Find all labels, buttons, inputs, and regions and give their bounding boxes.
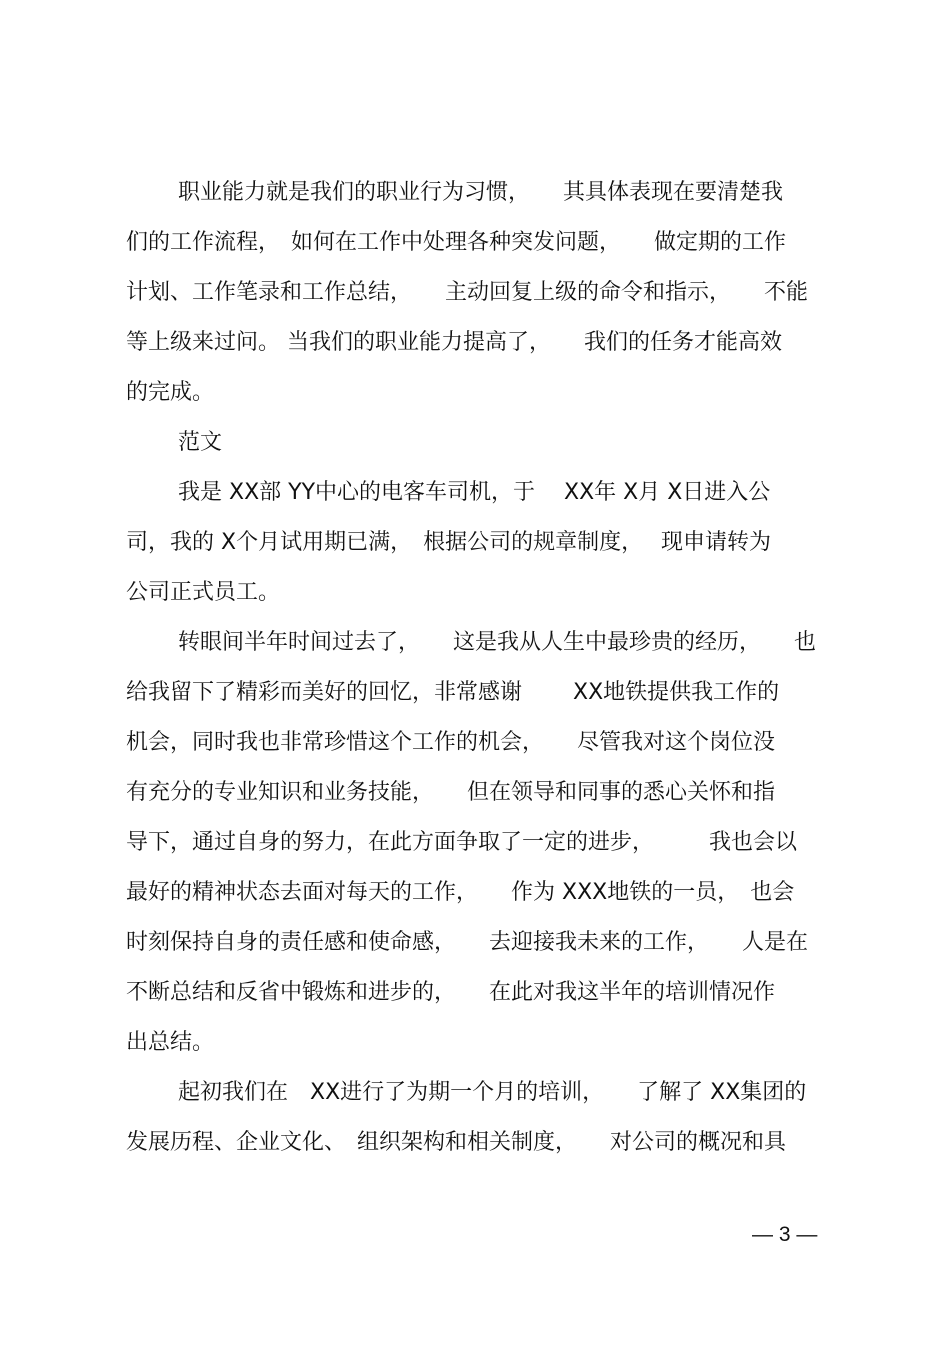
- page-number: — 3 —: [752, 1223, 818, 1246]
- body-text-line: 导下，通过自身的努力，在此方面争取了一定的进步， 我也会以: [126, 830, 798, 855]
- body-text-line: 司，我的 X个月试用期已满， 根据公司的规章制度， 现申请转为: [126, 530, 772, 555]
- body-text-line: 有充分的专业知识和业务技能， 但在领导和同事的悉心关怀和指: [126, 780, 776, 805]
- body-text-line: 职业能力就是我们的职业行为习惯， 其具体表现在要清楚我: [178, 180, 784, 205]
- body-text-line: 最好的精神状态去面对每天的工作， 作为 XXX地铁的一员， 也会: [126, 880, 795, 905]
- body-text-line: 等上级来过问。 当我们的职业能力提高了， 我们的任务才能高效: [126, 330, 782, 355]
- section-heading: 范文: [178, 430, 223, 455]
- body-text-line: 发展历程、企业文化、 组织架构和相关制度， 对公司的概况和具: [126, 1130, 787, 1155]
- body-text-line: 起初我们在 XX进行了为期一个月的培训， 了解了 XX集团的: [178, 1080, 807, 1105]
- body-text-line: 计划、工作笔录和工作总结， 主动回复上级的命令和指示， 不能: [126, 280, 809, 305]
- body-text-line: 公司正式员工。: [126, 580, 281, 605]
- body-text-line: 们的工作流程， 如何在工作中处理各种突发问题， 做定期的工作: [126, 230, 787, 255]
- body-text-line: 的完成。: [126, 380, 215, 405]
- body-text-line: 给我留下了精彩而美好的回忆，非常感谢 XX地铁提供我工作的: [126, 680, 780, 705]
- body-text-line: 出总结。: [126, 1030, 215, 1055]
- body-text-line: 转眼间半年时间过去了， 这是我从人生中最珍贵的经历， 也: [178, 630, 817, 655]
- body-text-line: 时刻保持自身的责任感和使命感， 去迎接我未来的工作， 人是在: [126, 930, 809, 955]
- body-text-line: 我是 XX部 YY中心的电客车司机，于 XX年 X月 X日进入公: [178, 480, 771, 505]
- body-text-line: 不断总结和反省中锻炼和进步的， 在此对我这半年的培训情况作: [126, 980, 776, 1005]
- body-text-line: 机会，同时我也非常珍惜这个工作的机会， 尽管我对这个岗位没: [126, 730, 776, 755]
